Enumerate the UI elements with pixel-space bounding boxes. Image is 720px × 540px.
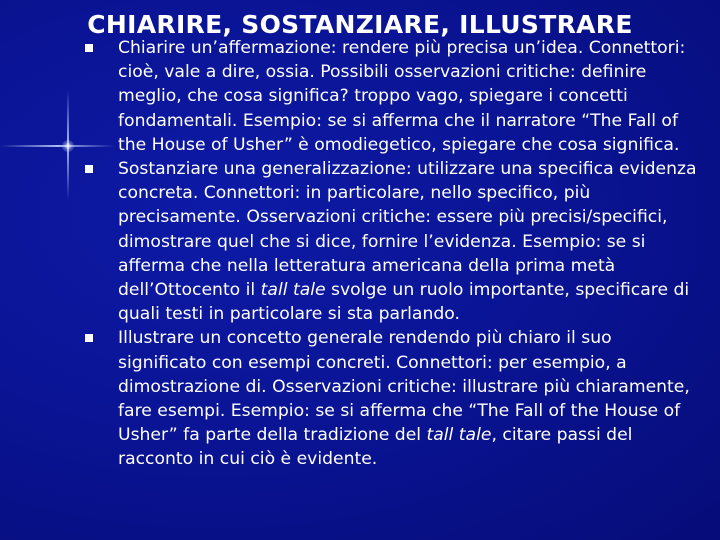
slide-title: CHIARIRE, SOSTANZIARE, ILLUSTRARE bbox=[87, 10, 633, 39]
bullet-text: Illustrare un concetto generale rendendo più chiaro il suo significato con esempi concreti. Connettori: per esempio, a dimostrazione di. Osservazioni critiche: illustrare più chiaramente, fare esempi. Esempio: se si afferma che “The Fall of the House of Usher” fa parte della tradizione del bbox=[118, 328, 690, 446]
bullet-item-illustrare bbox=[85, 326, 705, 471]
square-bullet-icon bbox=[85, 44, 93, 52]
bullet-item-chiarire bbox=[85, 36, 705, 157]
sparkle-core bbox=[62, 140, 74, 152]
bullet-text-continued: , citare passi del racconto in cui ciò è evidente. bbox=[118, 425, 633, 470]
bullet-text: Sostanziare una generalizzazione: utilizzare una specifica evidenza concreta. Connettori: in particolare, nello specifico, più precisamente. Osservazioni critiche: essere più precisi/specifici, dimostrare quel che si dice, fornire l’evidenza. Esempio: se si afferma che nella letteratura americana della prima metà dell’Ottocento il bbox=[118, 159, 697, 301]
bullet-text: Chiarire un’affermazione: rendere più precisa un’idea. Connettori: cioè, vale a dire, ossia. Possibili osservazioni critiche: definire meglio, che cosa significa? troppo vago, spiegare i concetti fondamentali. Esempio: se si afferma che il narratore “The Fall of the House of Usher” è omodiegetico, spiegare che cosa significa. bbox=[118, 38, 686, 155]
italic-term: tall tale bbox=[260, 280, 326, 301]
square-bullet-icon bbox=[85, 165, 93, 173]
bullet-list bbox=[85, 36, 705, 472]
bullet-item-sostanziare bbox=[85, 157, 705, 326]
italic-term: tall tale bbox=[426, 425, 492, 446]
square-bullet-icon bbox=[85, 334, 93, 342]
bullet-text-continued: svolge un ruolo importante, specificare di quali testi in particolare si sta parlando. bbox=[118, 280, 690, 325]
